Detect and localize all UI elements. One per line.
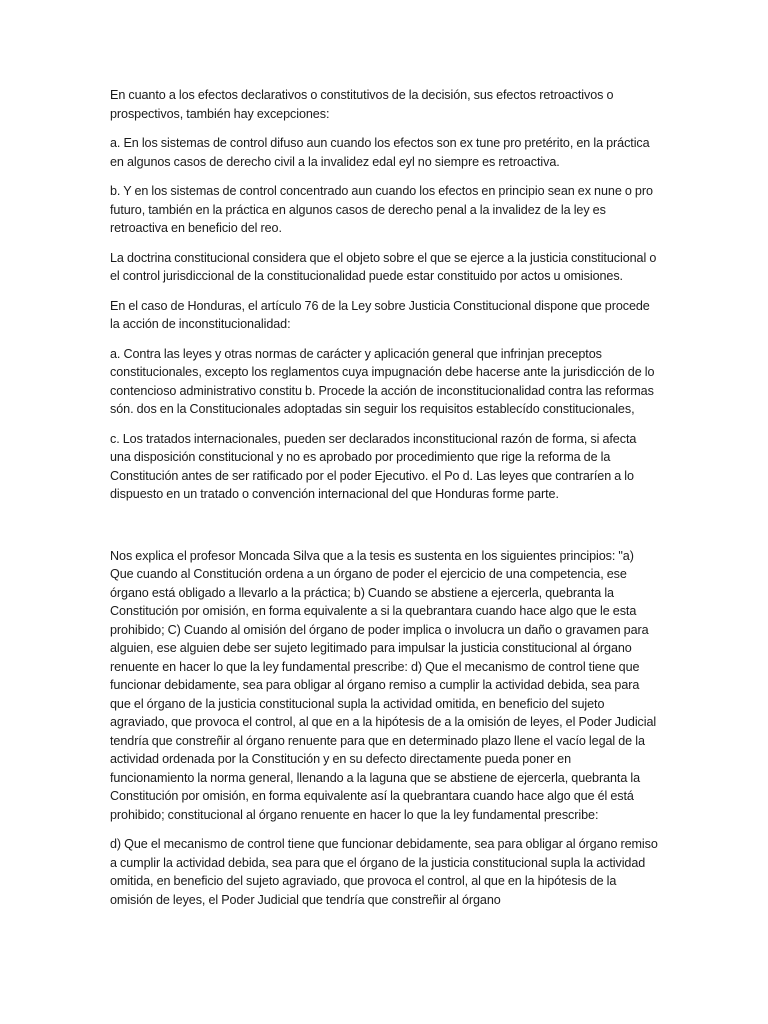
paragraph-item-treaties: c. Los tratados internacionales, pueden ser declarados inconstitucional razón de forma, si afecta una disposición constitucional y no es aprobado por procedimiento que rige la reforma de la Constitución antes de ser ratificado por el poder Ejecutivo. el Po d. Las leyes que contraríen a lo dispuesto en un tratado o convención internacional del que Honduras forme parte. [110, 431, 637, 501]
paragraph-honduras-article-76: En el caso de Honduras, el artículo 76 de la Ley sobre Justicia Constitucional dispone que procede la acción de inconstitucionalidad: [110, 298, 650, 331]
paragraph-doctrine-object: La doctrina constitucional considera que el objeto sobre el que se ejerce a la justicia constitucional o el control jurisdiccional de la constitucionalidad puede estar constituido por actos u omisiones. [110, 250, 657, 283]
blank-space [110, 515, 658, 547]
paragraph-effects-intro: En cuanto a los efectos declarativos o constitutivos de la decisión, sus efectos retroactivos o prospectivos, también hay excepciones: [110, 88, 614, 121]
paragraph-moncada-silva-principles: Nos explica el profesor Moncada Silva que a la tesis es sustenta en los siguientes principios: "a) Que cuando al Constitución ordena a un órgano de poder el ejercicio de una competencia, ese órgano está obligado a llevarlo a la práctica; b) Cuando se abstiene a ejercerla, quebranta la Constitución por omisión, en forma equivalente a si la quebrantara cuando hace algo que le esta prohibido; C) Cuando al omisión del órgano de poder implica o involucra un daño o gravamen para alguien, ese alguien debe ser sujeto legitimado para impulsar la justicia constitucional al órgano renuente en hacer lo que la ley fundamental prescribe: d) Que el mecanismo de control tiene que funcionar debidamente, sea para obligar al órgano remiso a cumplir la actividad debida, sea para que el órgano de la justicia constitucional supla la actividad omitida, en beneficio del sujeto agraviado, que provoca el control, al que en a la hipótesis de a la omisión de leyes, el Poder Judicial tendría que constreñir al órgano renuente para que en determinado plazo llene el vacío legal de la actividad ordenada por la Constitución y en su defecto directamente pueda poner en funcionamiento la norma general, llenando a la laguna que se abstiene de ejercerla, quebranta la Constitución por omisión, en forma equivalente así la quebrantara cuando hace algo que él está prohibido; constitucional al órgano renuente en hacer lo que la ley fundamental prescribe: [110, 548, 657, 822]
paragraph-concentrated-control: b. Y en los sistemas de control concentrado aun cuando los efectos en principio sean ex nune o pro futuro, también en la práctica en algunos casos de derecho penal a la invalidez de la ley es retroactiva en beneficio del reo. [110, 184, 653, 235]
paragraph-item-laws-reforms: a. Contra las leyes y otras normas de carácter y aplicación general que infrinjan preceptos constitucionales, excepto los reglamentos cuya impugnación debe hacerse ante la jurisdicción de lo contencioso administrativo constitu b. Procede la acción de inconstitucionalidad contra las reformas són. dos en la Constitucionales adoptadas sin seguir los requisitos establecído constitucionales, [110, 346, 655, 416]
paragraph-diffuse-control: a. En los sistemas de control difuso aun cuando los efectos son ex tune pro pretérito, en la práctica en algunos casos de derecho civil a la invalidez edal eyl no siempre es retroactiva. [110, 136, 650, 169]
paragraph-control-mechanism: d) Que el mecanismo de control tiene que funcionar debidamente, sea para obligar al órgano remiso a cumplir la actividad debida, sea para que el órgano de la justicia constitucional supla la actividad omitida, en beneficio del sujeto agraviado, que provoca el control, al que en la hipótesis de la omisión de leyes, el Poder Judicial que tendría que constreñir al órgano [110, 837, 658, 907]
document-body [110, 86, 658, 920]
